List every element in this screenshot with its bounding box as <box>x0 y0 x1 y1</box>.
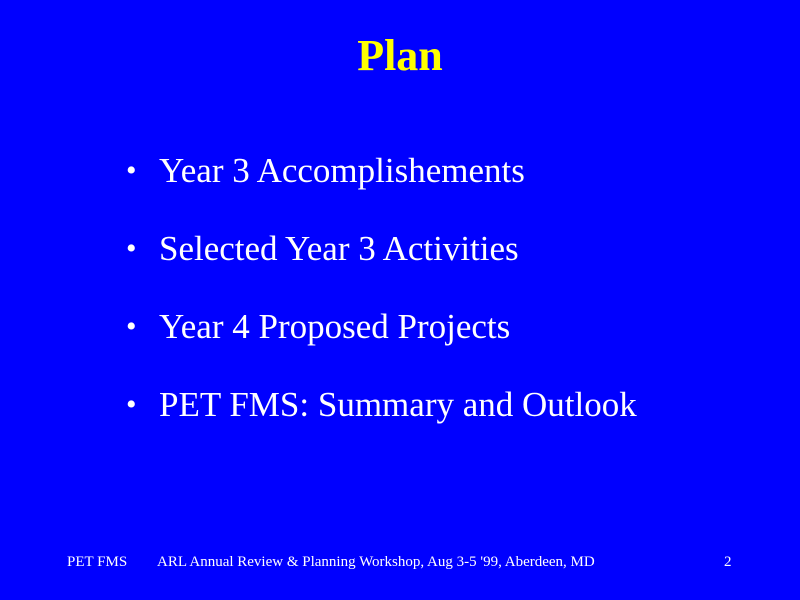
bullet-item-selected-activities <box>126 210 637 288</box>
bullet-icon: • <box>126 388 137 421</box>
bullet-list <box>126 132 637 444</box>
bullet-item-summary-outlook <box>126 366 637 444</box>
bullet-icon: • <box>126 232 137 265</box>
page-number: 2 <box>724 554 732 570</box>
bullet-text: Year 3 Accomplishements <box>159 151 525 190</box>
bullet-item-year4-projects <box>126 288 637 366</box>
bullet-text: Selected Year 3 Activities <box>159 229 519 268</box>
footer-left-label: PET FMS <box>67 554 128 570</box>
bullet-icon: • <box>126 310 137 343</box>
bullet-text: Year 4 Proposed Projects <box>159 307 511 346</box>
bullet-icon: • <box>126 154 137 187</box>
bullet-text: PET FMS: Summary and Outlook <box>159 385 637 424</box>
bullet-item-year3-accomplishments <box>126 132 637 210</box>
slide-title: Plan <box>357 31 443 80</box>
footer-workshop-text: ARL Annual Review & Planning Workshop, Aug 3-5 '99, Aberdeen, MD <box>157 554 595 570</box>
